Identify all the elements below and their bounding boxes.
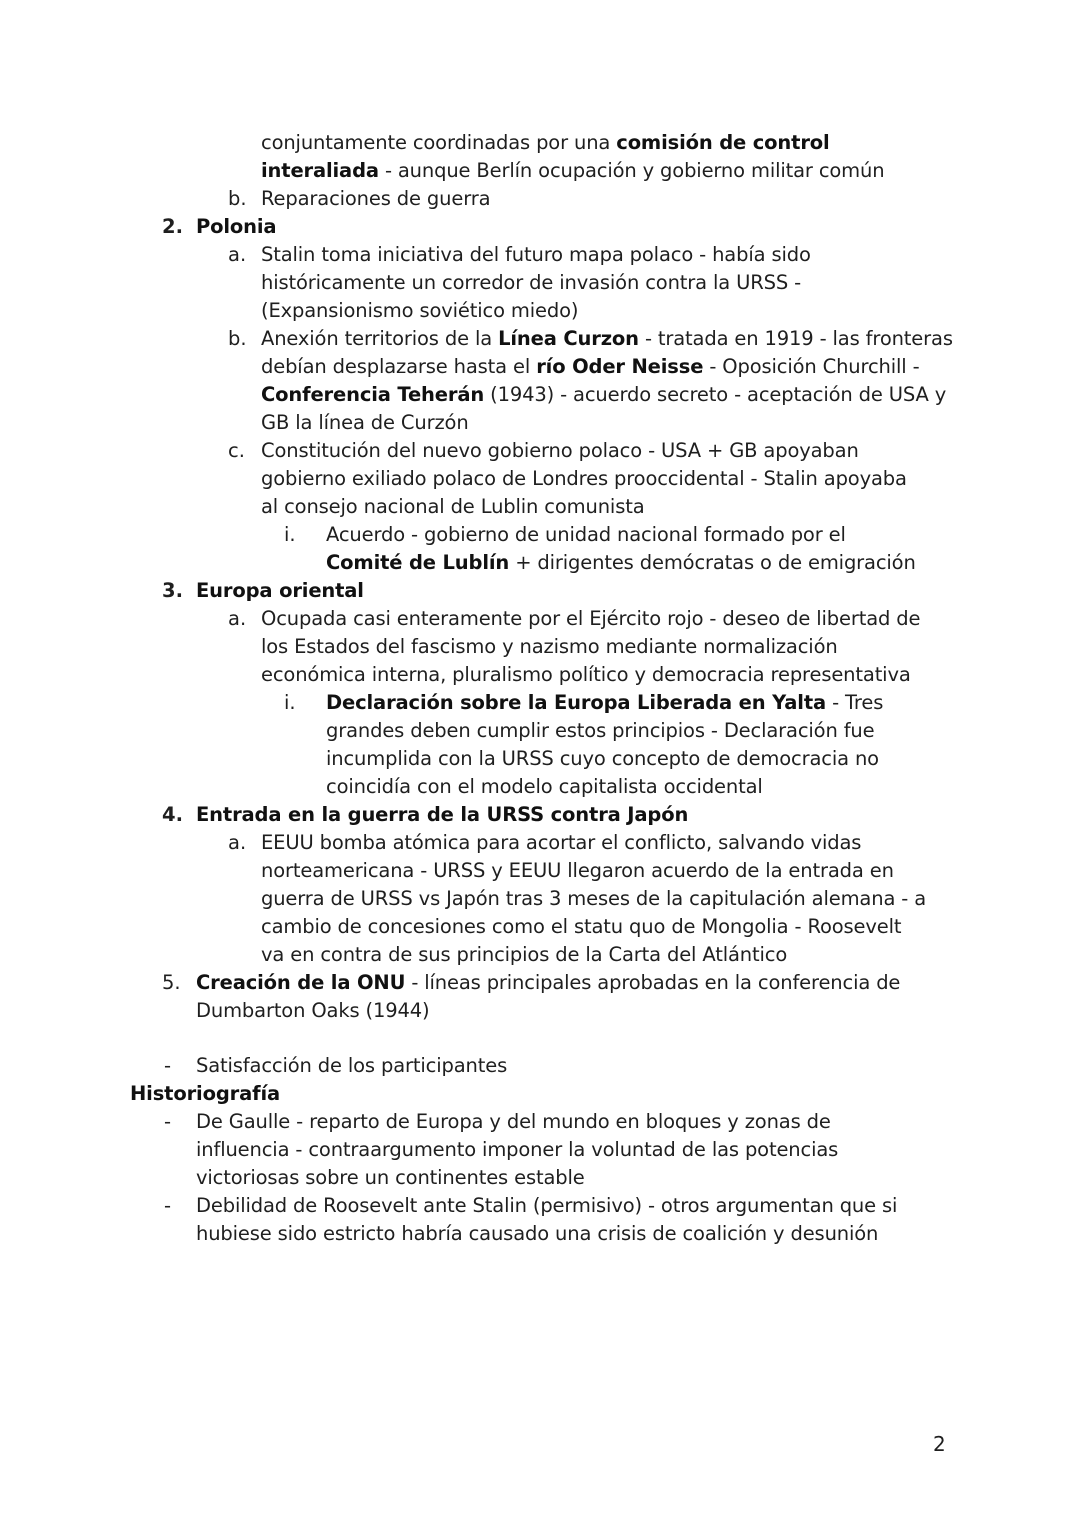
historiografia-bullet-1-marker: - bbox=[164, 1110, 172, 1133]
satisfaccion-text: Satisfacción de los participantes bbox=[196, 1054, 508, 1077]
polonia-c-line-2: gobierno exiliado polaco de Londres prooccidental - Stalin apoyaba bbox=[261, 467, 907, 490]
polonia-a-marker: a. bbox=[228, 243, 247, 266]
intro-line-2: interaliada - aunque Berlín ocupación y gobierno militar común bbox=[261, 159, 885, 182]
historiografia-bullet-2-line-1: Debilidad de Roosevelt ante Stalin (permisivo) - otros argumentan que si bbox=[196, 1194, 898, 1217]
europa-i-marker: i. bbox=[284, 691, 296, 714]
satisfaccion-marker: - bbox=[164, 1054, 172, 1077]
europa-i-line-4: coincidía con el modelo capitalista occidental bbox=[326, 775, 763, 798]
polonia-b-marker: b. bbox=[228, 327, 247, 350]
polonia-b-line-3: Conferencia Teherán (1943) - acuerdo secreto - aceptación de USA y bbox=[261, 383, 947, 406]
intro-b-text: Reparaciones de guerra bbox=[261, 187, 491, 210]
polonia-a-line-2: históricamente un corredor de invasión contra la URSS - bbox=[261, 271, 802, 294]
europa-i-line-1: Declaración sobre la Europa Liberada en Yalta - Tres bbox=[326, 691, 884, 714]
japon-a-marker: a. bbox=[228, 831, 247, 854]
polonia-b-line-2: debían desplazarse hasta el río Oder Neisse - Oposición Churchill - bbox=[261, 355, 920, 378]
polonia-b-line-4: GB la línea de Curzón bbox=[261, 411, 469, 434]
europa-i-line-3: incumplida con la URSS cuyo concepto de democracia no bbox=[326, 747, 879, 770]
polonia-c-line-1: Constitución del nuevo gobierno polaco - USA + GB apoyaban bbox=[261, 439, 859, 462]
polonia-i-line-1: Acuerdo - gobierno de unidad nacional formado por el bbox=[326, 523, 846, 546]
section-3-title: Europa oriental bbox=[196, 579, 364, 602]
japon-a-line-1: EEUU bomba atómica para acortar el conflicto, salvando vidas bbox=[261, 831, 862, 854]
historiografia-bullet-1-line-3: victoriosas sobre un continentes estable bbox=[196, 1166, 585, 1189]
historiografia-bullet-1-line-2: influencia - contraargumento imponer la voluntad de las potencias bbox=[196, 1138, 839, 1161]
section-5-line-1: Creación de la ONU - líneas principales aprobadas en la conferencia de bbox=[196, 971, 901, 994]
section-2-title: Polonia bbox=[196, 215, 277, 238]
polonia-b-line-1: Anexión territorios de la Línea Curzon - tratada en 1919 - las fronteras bbox=[261, 327, 953, 350]
europa-a-line-2: los Estados del fascismo y nazismo mediante normalización bbox=[261, 635, 838, 658]
polonia-i-marker: i. bbox=[284, 523, 296, 546]
polonia-c-marker: c. bbox=[228, 439, 245, 462]
europa-a-marker: a. bbox=[228, 607, 247, 630]
section-5-marker: 5. bbox=[162, 971, 181, 994]
europa-a-line-3: económica interna, pluralismo político y democracia representativa bbox=[261, 663, 911, 686]
europa-a-line-1: Ocupada casi enteramente por el Ejército rojo - deseo de libertad de bbox=[261, 607, 921, 630]
intro-line-1: conjuntamente coordinadas por una comisión de control bbox=[261, 131, 830, 154]
polonia-a-line-3: (Expansionismo soviético miedo) bbox=[261, 299, 579, 322]
historiografia-bullet-2-marker: - bbox=[164, 1194, 172, 1217]
section-3-marker: 3. bbox=[162, 579, 183, 602]
section-5-line-2: Dumbarton Oaks (1944) bbox=[196, 999, 430, 1022]
intro-b-marker: b. bbox=[228, 187, 247, 210]
page-number: 2 bbox=[933, 1432, 946, 1456]
section-4-marker: 4. bbox=[162, 803, 183, 826]
polonia-a-line-1: Stalin toma iniciativa del futuro mapa polaco - había sido bbox=[261, 243, 811, 266]
historiografia-bullet-1-line-1: De Gaulle - reparto de Europa y del mundo en bloques y zonas de bbox=[196, 1110, 831, 1133]
japon-a-line-4: cambio de concesiones como el statu quo de Mongolia - Roosevelt bbox=[261, 915, 902, 938]
japon-a-line-2: norteamericana - URSS y EEUU llegaron acuerdo de la entrada en bbox=[261, 859, 894, 882]
polonia-i-line-2: Comité de Lublín + dirigentes demócratas o de emigración bbox=[326, 551, 916, 574]
historiografia-heading: Historiografía bbox=[130, 1082, 280, 1105]
historiografia-bullet-2-line-2: hubiese sido estricto habría causado una crisis de coalición y desunión bbox=[196, 1222, 879, 1245]
europa-i-line-2: grandes deben cumplir estos principios - Declaración fue bbox=[326, 719, 875, 742]
section-2-marker: 2. bbox=[162, 215, 183, 238]
section-4-title: Entrada en la guerra de la URSS contra Japón bbox=[196, 803, 689, 826]
japon-a-line-3: guerra de URSS vs Japón tras 3 meses de la capitulación alemana - a bbox=[261, 887, 927, 910]
japon-a-line-5: va en contra de sus principios de la Carta del Atlántico bbox=[261, 943, 788, 966]
polonia-c-line-3: al consejo nacional de Lublin comunista bbox=[261, 495, 645, 518]
